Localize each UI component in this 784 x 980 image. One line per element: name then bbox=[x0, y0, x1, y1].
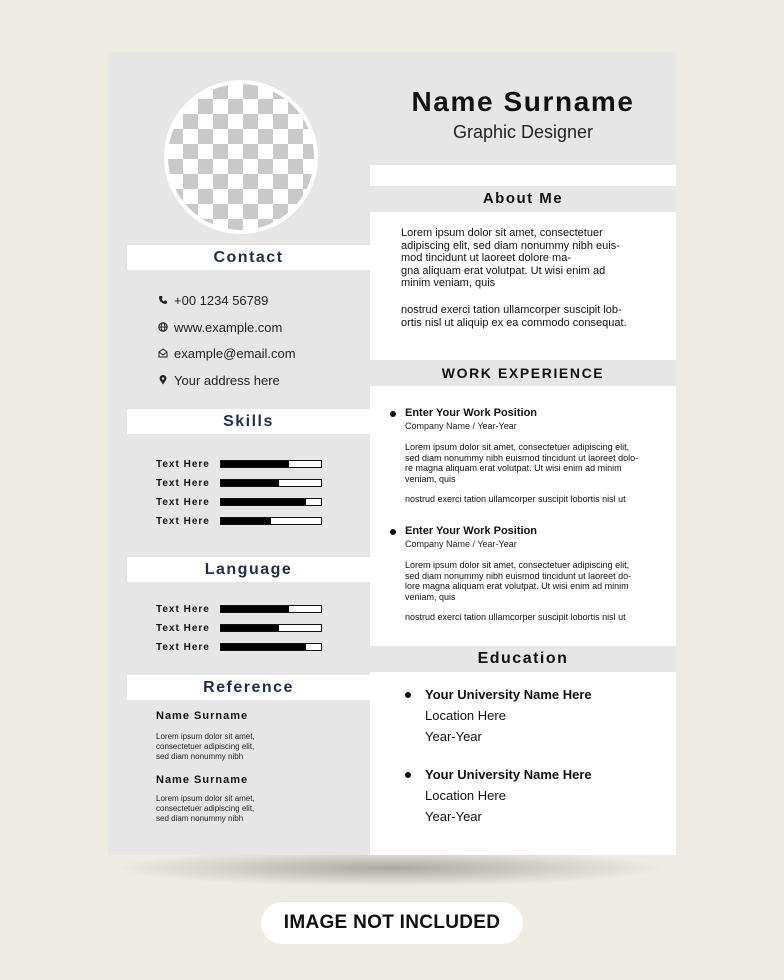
job-line: re magna aliquam erat volutpat. Ut wisi enim ad minim bbox=[405, 463, 622, 473]
job-position: Enter Your Work Position bbox=[405, 407, 538, 419]
language-row bbox=[156, 621, 322, 635]
job-description-extra: nostrud exerci tation ullamcorper suscipit lobortis nisl ut bbox=[405, 494, 626, 504]
about-line: mod tincidunt ut laoreet dolore ma- bbox=[401, 252, 571, 264]
about-paragraph bbox=[401, 227, 637, 290]
page-shadow bbox=[120, 850, 660, 886]
job-line: sed diam nonummy nibh euismod tincidunt ut laoreet dolo- bbox=[405, 452, 639, 463]
skill-row bbox=[156, 476, 322, 490]
university-years: Year-Year bbox=[425, 729, 482, 744]
job-line: veniam, quis bbox=[405, 591, 456, 602]
resume-page bbox=[108, 52, 676, 855]
language-label: Text Here bbox=[156, 622, 210, 634]
language-bar-fill bbox=[221, 644, 306, 650]
skill-bar bbox=[220, 479, 322, 487]
contact-website-text: www.example.com bbox=[174, 319, 283, 335]
skill-bar-fill bbox=[221, 461, 289, 467]
language-row bbox=[156, 602, 322, 616]
contact-website bbox=[158, 317, 282, 337]
language-label: Text Here bbox=[156, 641, 210, 653]
work-experience-heading: WORK EXPERIENCE bbox=[370, 360, 676, 386]
contact-email bbox=[158, 343, 296, 363]
skill-label: Text Here bbox=[156, 515, 210, 527]
globe-icon bbox=[158, 322, 168, 332]
about-heading: About Me bbox=[370, 186, 676, 212]
contact-email-text: example@email.com bbox=[174, 345, 296, 361]
skill-label: Text Here bbox=[156, 496, 210, 508]
about-line: gna aliquam erat volutpat. Ut wisi enim ad bbox=[401, 264, 606, 277]
about-line: nostrud exerci tation ullamcorper suscipit lob- bbox=[401, 304, 622, 316]
about-line: adipiscing elit, sed diam nonummy nibh euis- bbox=[401, 239, 620, 252]
bullet-icon bbox=[390, 411, 396, 417]
contact-address bbox=[158, 370, 280, 390]
university-name: Your University Name Here bbox=[425, 687, 592, 702]
reference-description bbox=[156, 794, 276, 824]
reference-line: consectetuer adipiscing elit, bbox=[156, 804, 255, 813]
about-line: minim veniam, quis bbox=[401, 277, 496, 289]
skill-row bbox=[156, 457, 322, 471]
job-line: Lorem ipsum dolor sit amet, consectetuer adipiscing elit, bbox=[405, 560, 630, 570]
language-heading: Language bbox=[127, 557, 370, 582]
skill-bar bbox=[220, 498, 322, 506]
reference-line: Lorem ipsum dolor sit amet, bbox=[156, 732, 255, 741]
name-header bbox=[370, 52, 676, 165]
contact-address-text: Your address here bbox=[174, 372, 280, 388]
email-icon bbox=[158, 348, 168, 358]
reference-line: Lorem ipsum dolor sit amet, bbox=[156, 794, 255, 803]
language-bar bbox=[220, 643, 322, 651]
job-description bbox=[405, 442, 653, 484]
job-description bbox=[405, 560, 653, 602]
phone-icon bbox=[158, 295, 168, 305]
university-location: Location Here bbox=[425, 788, 506, 803]
skill-label: Text Here bbox=[156, 477, 210, 489]
job-description-extra: nostrud exerci tation ullamcorper suscipit lobortis nisl ut bbox=[405, 612, 626, 622]
language-bar-fill bbox=[221, 606, 289, 612]
job-company: Company Name / Year-Year bbox=[405, 421, 517, 431]
about-line: ortis nisl ut aliquip ex ea commodo consequat. bbox=[401, 316, 627, 329]
skill-row bbox=[156, 514, 322, 528]
job-line: lore magna aliquam erat volutpat. Ut wisi enim ad minim bbox=[405, 581, 629, 591]
language-bar bbox=[220, 624, 322, 632]
university-years: Year-Year bbox=[425, 809, 482, 824]
bullet-icon bbox=[405, 692, 411, 698]
university-location: Location Here bbox=[425, 708, 506, 723]
about-paragraph bbox=[401, 304, 637, 329]
language-bar bbox=[220, 605, 322, 613]
skills-heading: Skills bbox=[127, 409, 370, 434]
bullet-icon bbox=[390, 529, 396, 535]
location-pin-icon bbox=[158, 375, 168, 385]
bullet-icon bbox=[405, 772, 411, 778]
job-line: sed diam nonummy nibh euismod tincidunt ut laoreet do- bbox=[405, 570, 632, 581]
photo-placeholder bbox=[164, 80, 318, 234]
reference-heading: Reference bbox=[127, 675, 370, 700]
skill-bar-fill bbox=[221, 480, 279, 486]
contact-phone-text: +00 1234 56789 bbox=[174, 292, 269, 308]
language-bar-fill bbox=[221, 625, 279, 631]
education-heading: Education bbox=[370, 646, 676, 672]
reference-line: sed diam nonummy nibh bbox=[156, 752, 244, 761]
job-position: Enter Your Work Position bbox=[405, 525, 538, 537]
language-row bbox=[156, 640, 322, 654]
university-name: Your University Name Here bbox=[425, 767, 592, 782]
job-title: Graphic Designer bbox=[452, 122, 594, 142]
job-company: Company Name / Year-Year bbox=[405, 539, 517, 549]
skill-bar-fill bbox=[221, 499, 306, 505]
skill-bar bbox=[220, 517, 322, 525]
reference-name: Name Surname bbox=[156, 774, 249, 786]
reference-line: consectetuer adipiscing elit, bbox=[156, 742, 255, 751]
skill-label: Text Here bbox=[156, 458, 210, 470]
skill-bar-fill bbox=[221, 518, 271, 524]
job-line: veniam, quis bbox=[405, 473, 456, 484]
reference-name: Name Surname bbox=[156, 710, 249, 722]
left-column bbox=[108, 52, 370, 855]
reference-description bbox=[156, 732, 276, 762]
skill-row bbox=[156, 495, 322, 509]
contact-phone bbox=[158, 290, 268, 310]
language-label: Text Here bbox=[156, 603, 210, 615]
image-not-included-badge: IMAGE NOT INCLUDED bbox=[261, 902, 523, 944]
reference-line: sed diam nonummy nibh bbox=[156, 814, 244, 823]
about-line: Lorem ipsum dolor sit amet, consectetuer bbox=[401, 227, 603, 239]
skill-bar bbox=[220, 460, 322, 468]
job-line: Lorem ipsum dolor sit amet, consectetuer adipiscing elit, bbox=[405, 442, 630, 452]
contact-heading: Contact bbox=[127, 245, 370, 270]
full-name: Name Surname bbox=[411, 86, 635, 117]
